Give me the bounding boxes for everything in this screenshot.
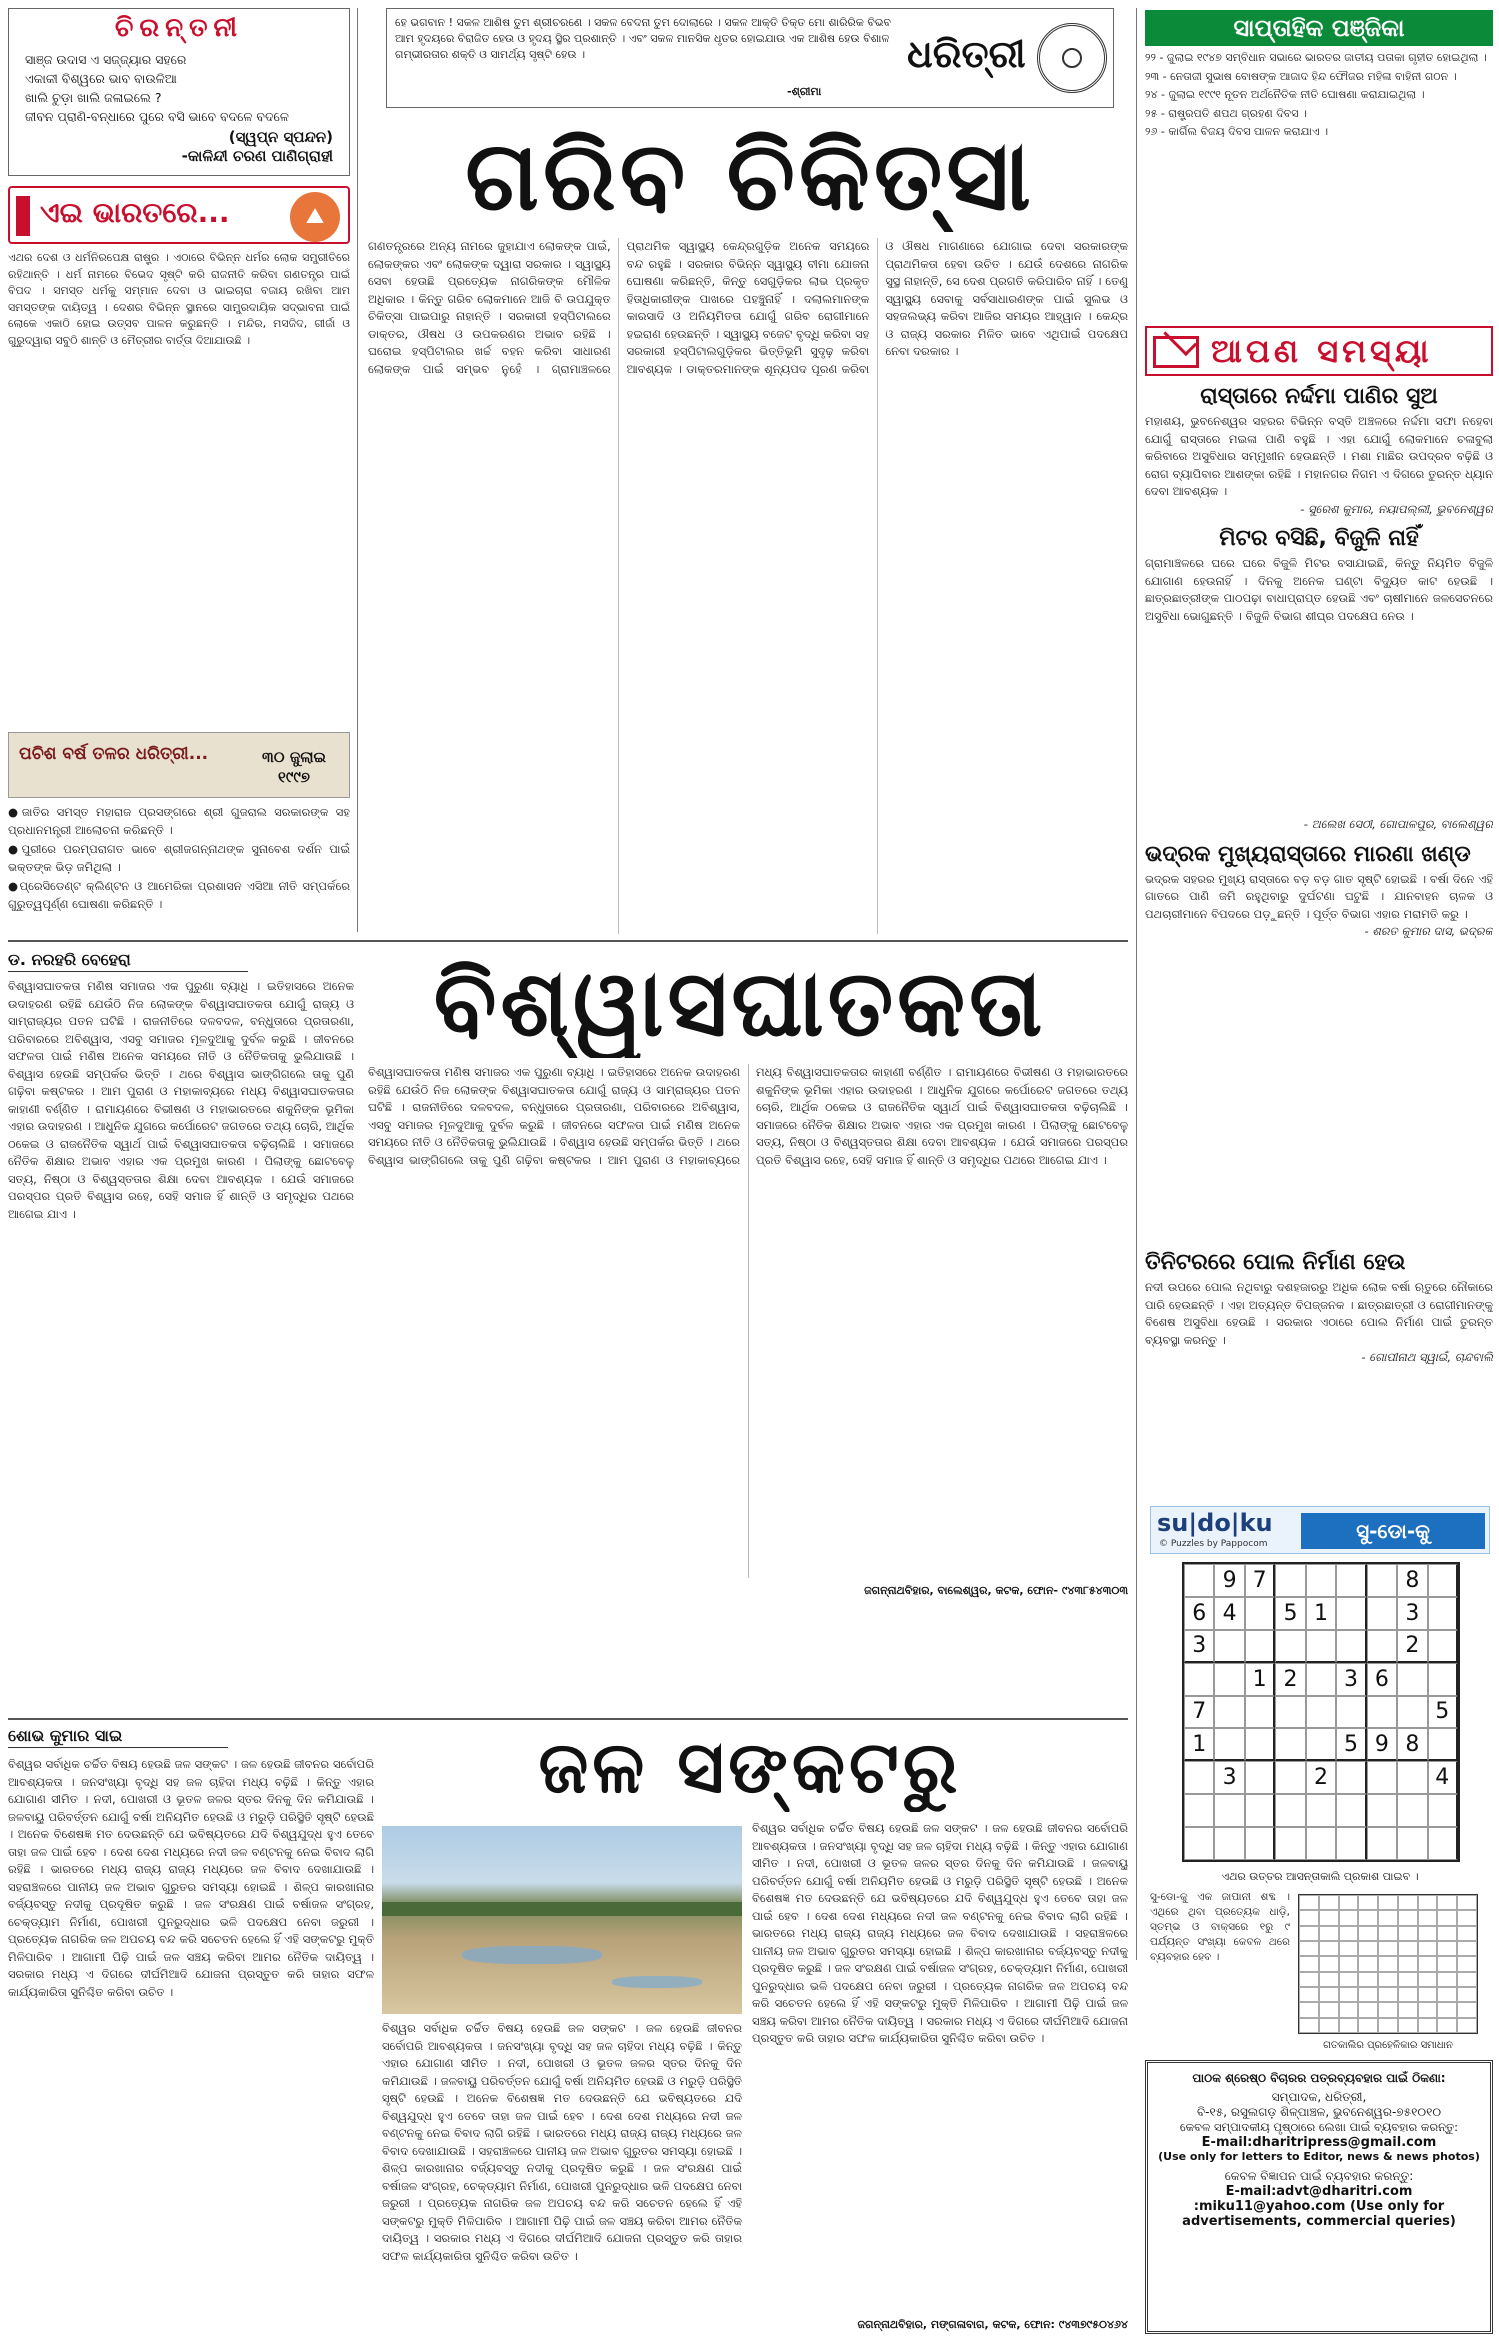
solution-cell bbox=[1319, 1972, 1339, 1987]
solution-cell bbox=[1358, 1910, 1378, 1925]
sudoku-cell bbox=[1275, 1761, 1305, 1794]
masthead-quote-box bbox=[386, 8, 1114, 108]
solution-cell bbox=[1457, 1926, 1477, 1941]
solution-cell bbox=[1358, 1987, 1378, 2002]
solution-cell bbox=[1457, 1910, 1477, 1925]
sudoku-cell bbox=[1428, 1630, 1458, 1663]
sudoku-cell bbox=[1336, 1761, 1366, 1794]
sudoku-cell bbox=[1397, 1663, 1427, 1696]
sudoku-cell bbox=[1275, 1564, 1305, 1597]
apana-samasya-heading: ଆପଣ ସମସ୍ୟା bbox=[1211, 332, 1433, 370]
chirantani-line: ଖାଲି ଚୁଡ଼ା ଖାଲି ଜଳାଇଲେ ? bbox=[25, 90, 162, 105]
solution-cell bbox=[1378, 2002, 1398, 2017]
solution-cell bbox=[1418, 1895, 1438, 1910]
sudoku-grid bbox=[1182, 1562, 1460, 1862]
sudoku-cell bbox=[1367, 1794, 1397, 1827]
sudoku-cell bbox=[1306, 1564, 1336, 1597]
sudoku-cell bbox=[1184, 1663, 1214, 1696]
solution-cell bbox=[1378, 1987, 1398, 2002]
chirantani-source: (ସ୍ୱପ୍ନ ସ୍ପନ୍ଦନ) bbox=[228, 128, 333, 146]
sudoku-note: ଏଥର ଉତ୍ତର ଆସନ୍ତାକାଲି ପ୍ରକାଶ ପାଇବ । bbox=[1221, 1870, 1419, 1883]
sudoku-cell bbox=[1306, 1696, 1336, 1729]
pachisa-barsha-list bbox=[8, 804, 350, 932]
solution-cell bbox=[1339, 2002, 1359, 2017]
bishwasaghataka-body-left: ବିଶ୍ୱାସଘାତକତା ମଣିଷ ସମାଜର ଏକ ପୁରୁଣା ବ୍ୟାଧି । ଇତିହାସରେ ଅନେକ ଉଦାହରଣ ରହିଛି ଯେଉଁଠି ନିଜ ଲୋକଙ୍କ ବିଶ୍ୱାସଘାତକତା ଯୋଗୁଁ ରାଜ୍ୟ ଓ ସାମ୍ରାଜ୍ୟର ପତନ ଘଟିଛି । ରାଜନୀତିରେ ଦଳବଦଳ, ବନ୍ଧୁତାରେ ପ୍ରତାରଣା, ପରିବାରରେ ଅବିଶ୍ୱାସ, ଏସବୁ ସମାଜର ମୂଳଦୁଆକୁ ଦୁର୍ବଳ କରୁଛି । ଜୀବନରେ ସଫଳତା ପାଇଁ ମଣିଷ ଅନେକ ସମୟରେ ନୀତି ଓ ନୈତିକତାକୁ ଭୁଲିଯାଉଛି । ବିଶ୍ୱାସ ହେଉଛି ସମ୍ପର୍କର ଭିତ୍ତି । ଥରେ ବିଶ୍ୱାସ ଭାଙ୍ଗିଗଲେ ତାକୁ ପୁଣି ଗଢ଼ିବା କଷ୍ଟକର । ଆମ ପୁରାଣ ଓ ମହାକାବ୍ୟରେ ମଧ୍ୟ ବିଶ୍ୱାସଘାତକତାର କାହାଣୀ ବର୍ଣ୍ଣିତ । ରାମାୟଣରେ ବିଭୀଷଣ ଓ ମହାଭାରତରେ ଶକୁନିଙ୍କ ଭୂମିକା ଏହାର ଉଦାହରଣ । ଆଧୁନିକ ଯୁଗରେ କର୍ପୋରେଟ ଜଗତରେ ତଥ୍ୟ ଚୋରି, ଆର୍ଥିକ ଠକେଇ ଓ ରାଜନୈତିକ ସ୍ୱାର୍ଥ ପାଇଁ ବିଶ୍ୱାସଘାତକତା ବଢ଼ିଚାଲିଛି । ସମାଜରେ ନୈତିକ ଶିକ୍ଷାର ଅଭାବ ଏହାର ଏକ ପ୍ରମୁଖ କାରଣ । ପିଲାଙ୍କୁ ଛୋଟବେଳୁ ସତ୍ୟ, ନିଷ୍ଠା ଓ ବିଶ୍ୱସ୍ତତାର ଶିକ୍ଷା ଦେବା ଆବଶ୍ୟକ । ଯେଉଁ ସମାଜରେ ପରସ୍ପର ପ୍ରତି ବିଶ୍ୱାସ ରହେ, ସେହି ସମାଜ ହିଁ ଶାନ୍ତି ଓ ସମୃଦ୍ଧିର ପଥରେ ଆଗେଇ ଯାଏ । bbox=[8, 979, 354, 1221]
sudoku-cell bbox=[1214, 1630, 1244, 1663]
sudoku-cell: 3 bbox=[1336, 1663, 1366, 1696]
sudoku-brand: su|do|ku bbox=[1157, 1509, 1273, 1537]
sudoku-cell: 2 bbox=[1306, 1761, 1336, 1794]
sudoku-header bbox=[1150, 1506, 1490, 1554]
sudoku-cell: 1 bbox=[1306, 1597, 1336, 1630]
solution-cell bbox=[1398, 2002, 1418, 2017]
solution-cell bbox=[1319, 2018, 1339, 2033]
sudoku-cell bbox=[1336, 1597, 1366, 1630]
sudoku-cell: 2 bbox=[1275, 1663, 1305, 1696]
solution-cell bbox=[1378, 1895, 1398, 1910]
solution-cell bbox=[1418, 1987, 1438, 2002]
sudoku-cell bbox=[1367, 1630, 1397, 1663]
solution-cell bbox=[1418, 1941, 1438, 1956]
chirantani-line: ସାଞ୍ଜ ଉଦାସ ଏ ସଜ୍ଜ୍ୟାର ସହରେ bbox=[25, 52, 187, 67]
solution-cell bbox=[1457, 1895, 1477, 1910]
sudoku-cell bbox=[1245, 1728, 1275, 1761]
sun-emblem-icon bbox=[1037, 23, 1107, 93]
solution-cell bbox=[1437, 1926, 1457, 1941]
solution-cell bbox=[1418, 1972, 1438, 1987]
solution-cell bbox=[1339, 1895, 1359, 1910]
pachisa-item: ●ଜାତିର ସମସ୍ତ ମହାରାଜ ପ୍ରସଙ୍ଗରେ ଶ୍ରୀ ଗୁଜରାଲ ସରକାରଙ୍କ ସହ ପ୍ରଧାନମନ୍ତ୍ରୀ ଆଲୋଚନା କରିଛନ୍ତି । bbox=[8, 805, 350, 837]
sudoku-cell bbox=[1306, 1794, 1336, 1827]
solution-cell bbox=[1398, 1895, 1418, 1910]
solution-cell bbox=[1437, 2018, 1457, 2033]
saptahika-heading: ସାପ୍ତାହିକ ପଞ୍ଜିକା bbox=[1145, 10, 1493, 46]
letter-title: ତିନିଟରରେ ପୋଲ ନିର୍ମାଣ ହେଉ bbox=[1145, 1250, 1406, 1275]
solution-cell bbox=[1319, 1956, 1339, 1971]
contact-line: (Use only for letters to Editor, news & news photos) bbox=[1158, 2150, 1480, 2163]
letter-1 bbox=[1145, 384, 1493, 814]
solution-cell bbox=[1339, 1987, 1359, 2002]
solution-cell bbox=[1437, 1972, 1457, 1987]
sudoku-cell: 7 bbox=[1245, 1564, 1275, 1597]
letter-sign: - ଶରତ କୁମାର ଦାସ, ଭଦ୍ରକ bbox=[1364, 924, 1493, 938]
sudoku-cell: 9 bbox=[1214, 1564, 1244, 1597]
solution-cell bbox=[1358, 2002, 1378, 2017]
sudoku-cell bbox=[1428, 1663, 1458, 1696]
solution-cell bbox=[1378, 1941, 1398, 1956]
jala-sankata-headline: ଜଳ ସଙ୍କଟରୁ bbox=[538, 1724, 962, 1809]
solution-cell bbox=[1418, 1910, 1438, 1925]
dry-river-photo bbox=[382, 1826, 742, 2014]
masthead-quote-author: -ଶ୍ରୀମା bbox=[787, 85, 822, 98]
sudoku-cell: 8 bbox=[1397, 1564, 1427, 1597]
jala-sankata-body-left: ବିଶ୍ୱର ସର୍ବାଧିକ ଚର୍ଚ୍ଚିତ ବିଷୟ ହେଉଛି ଜଳ ସଙ୍କଟ । ଜଳ ହେଉଛି ଜୀବନର ସର୍ବୋପରି ଆବଶ୍ୟକତା । ଜନସଂଖ୍ୟା ବୃଦ୍ଧି ସହ ଜଳ ଚାହିଦା ମଧ୍ୟ ବଢ଼ିଛି । କିନ୍ତୁ ଏହାର ଯୋଗାଣ ସୀମିତ । ନଦୀ, ପୋଖରୀ ଓ ଭୂତଳ ଜଳର ସ୍ତର ଦିନକୁ ଦିନ କମିଯାଉଛି । ଜଳବାୟୁ ପରିବର୍ତ୍ତନ ଯୋଗୁଁ ବର୍ଷା ଅନିୟମିତ ହେଉଛି ଓ ମରୁଡ଼ି ପରିସ୍ଥିତି ସୃଷ୍ଟି ହେଉଛି । ଅନେକ ବିଶେଷଜ୍ଞ ମତ ଦେଉଛନ୍ତି ଯେ ଭବିଷ୍ୟତରେ ଯଦି ବିଶ୍ୱଯୁଦ୍ଧ ହୁଏ ତେବେ ତାହା ଜଳ ପାଇଁ ହେବ । ଦେଶ ଦେଶ ମଧ୍ୟରେ ନଦୀ ଜଳ ବଣ୍ଟନକୁ ନେଇ ବିବାଦ ଲାଗି ରହିଛି । ଭାରତରେ ମଧ୍ୟ ରାଜ୍ୟ ରାଜ୍ୟ ମଧ୍ୟରେ ଜଳ ବିବାଦ ଦେଖାଯାଉଛି । ସହରାଞ୍ଚଳରେ ପାନୀୟ ଜଳ ଅଭାବ ଗୁରୁତର ସମସ୍ୟା ହୋଇଛି । ଶିଳ୍ପ କାରଖାନାର ବର୍ଜ୍ୟବସ୍ତୁ ନଦୀକୁ ପ୍ରଦୂଷିତ କରୁଛି । ଜଳ ସଂରକ୍ଷଣ ପାଇଁ ବର୍ଷାଜଳ ସଂଗ୍ରହ, ଚେକ୍‌ଡ୍ୟାମ ନିର୍ମାଣ, ପୋଖରୀ ପୁନରୁଦ୍ଧାର ଭଳି ପଦକ୍ଷେପ ନେବା ଜରୁରୀ । ପ୍ରତ୍ୟେକ ନାଗରିକ ଜଳ ଅପଚୟ ବନ୍ଦ କରି ସଚେତନ ହେଲେ ହିଁ ଏହି ସଙ୍କଟରୁ ମୁକ୍ତି ମିଳିପାରିବ । ଆଗାମୀ ପିଢ଼ି ପାଇଁ ଜଳ ସଞ୍ଚୟ କରିବା ଆମର ନୈତିକ ଦାୟିତ୍ୱ । ସରକାର ମଧ୍ୟ ଏ ଦିଗରେ ଦୀର୍ଘମିଆଦି ଯୋଜନା ପ୍ରସ୍ତୁତ କରି ତାହାର ସଫଳ କାର୍ଯ୍ୟକାରିତା ସୁନିଶ୍ଚିତ କରିବା ଉଚିତ । bbox=[8, 1757, 374, 1999]
solution-cell bbox=[1398, 1941, 1418, 1956]
sudoku-cell bbox=[1306, 1728, 1336, 1761]
ei-bharatare-heading: ଏଇ ଭାରତରେ... bbox=[40, 196, 230, 229]
solution-cell bbox=[1418, 1926, 1438, 1941]
solution-cell bbox=[1398, 1972, 1418, 1987]
solution-cell bbox=[1398, 2018, 1418, 2033]
pachisa-barsha-heading: ପଚିଶ ବର୍ଷ ତଳର ଧରିତ୍ରୀ... bbox=[19, 744, 209, 764]
solution-cell bbox=[1398, 1956, 1418, 1971]
sudoku-cell bbox=[1275, 1696, 1305, 1729]
sudoku-cell bbox=[1184, 1761, 1214, 1794]
sudoku-cell bbox=[1214, 1663, 1244, 1696]
sudoku-cell bbox=[1275, 1827, 1305, 1860]
sudoku-cell: 3 bbox=[1214, 1761, 1244, 1794]
sudoku-cell: 4 bbox=[1428, 1761, 1458, 1794]
sudoku-cell bbox=[1367, 1761, 1397, 1794]
sudoku-cell bbox=[1245, 1761, 1275, 1794]
sudoku-cell: 3 bbox=[1397, 1597, 1427, 1630]
solution-cell bbox=[1457, 1941, 1477, 1956]
sudoku-cell bbox=[1428, 1794, 1458, 1827]
pachisa-item: ●ପ୍ରେସିଡେଣ୍ଟ କ୍ଲିଣ୍ଟନ ଓ ଆମେରିକା ପ୍ରଶାସନ ଏସିଆ ନୀତି ସମ୍ପର୍କରେ ଗୁରୁତ୍ୱପୂର୍ଣ୍ଣ ଘୋଷଣା କରିଛନ୍ତି । bbox=[8, 879, 350, 911]
saptahika-item: ୨୪ - ଜୁଲାଇ ୧୯୯୧ ନୂତନ ଅର୍ଥନୈତିକ ନୀତି ଘୋଷଣା କରାଯାଇଥିଲା । bbox=[1145, 88, 1425, 101]
sudoku-cell: 9 bbox=[1367, 1728, 1397, 1761]
letter-4 bbox=[1145, 1250, 1493, 1490]
sudoku-cell: 1 bbox=[1184, 1728, 1214, 1761]
previous-solution-grid bbox=[1298, 1894, 1478, 2034]
solution-cell bbox=[1358, 1956, 1378, 1971]
contact-email[interactable]: E-mail:dharitripress@gmail.com bbox=[1201, 2135, 1437, 2150]
bishwasaghataka-body-right: ବିଶ୍ୱାସଘାତକତା ମଣିଷ ସମାଜର ଏକ ପୁରୁଣା ବ୍ୟାଧି । ଇତିହାସରେ ଅନେକ ଉଦାହରଣ ରହିଛି ଯେଉଁଠି ନିଜ ଲୋକଙ୍କ ବିଶ୍ୱାସଘାତକତା ଯୋଗୁଁ ରାଜ୍ୟ ଓ ସାମ୍ରାଜ୍ୟର ପତନ ଘଟିଛି । ରାଜନୀତିରେ ଦଳବଦଳ, ବନ୍ଧୁତାରେ ପ୍ରତାରଣା, ପରିବାରରେ ଅବିଶ୍ୱାସ, ଏସବୁ ସମାଜର ମୂଳଦୁଆକୁ ଦୁର୍ବଳ କରୁଛି । ଜୀବନରେ ସଫଳତା ପାଇଁ ମଣିଷ ଅନେକ ସମୟରେ ନୀତି ଓ ନୈତିକତାକୁ ଭୁଲିଯାଉଛି । ବିଶ୍ୱାସ ହେଉଛି ସମ୍ପର୍କର ଭିତ୍ତି । ଥରେ ବିଶ୍ୱାସ ଭାଙ୍ଗିଗଲେ ତାକୁ ପୁଣି ଗଢ଼ିବା କଷ୍ଟକର । ଆମ ପୁରାଣ ଓ ମହାକାବ୍ୟରେ ମଧ୍ୟ ବିଶ୍ୱାସଘାତକତାର କାହାଣୀ ବର୍ଣ୍ଣିତ । ରାମାୟଣରେ ବିଭୀଷଣ ଓ ମହାଭାରତରେ ଶକୁନିଙ୍କ ଭୂମିକା ଏହାର ଉଦାହରଣ । ଆଧୁନିକ ଯୁଗରେ କର୍ପୋରେଟ ଜଗତରେ ତଥ୍ୟ ଚୋରି, ଆର୍ଥିକ ଠକେଇ ଓ ରାଜନୈତିକ ସ୍ୱାର୍ଥ ପାଇଁ ବିଶ୍ୱାସଘାତକତା ବଢ଼ିଚାଲିଛି । ସମାଜରେ ନୈତିକ ଶିକ୍ଷାର ଅଭାବ ଏହାର ଏକ ପ୍ରମୁଖ କାରଣ । ପିଲାଙ୍କୁ ଛୋଟବେଳୁ ସତ୍ୟ, ନିଷ୍ଠା ଓ ବିଶ୍ୱସ୍ତତାର ଶିକ୍ଷା ଦେବା ଆବଶ୍ୟକ । ଯେଉଁ ସମାଜରେ ପରସ୍ପର ପ୍ରତି ବିଶ୍ୱାସ ରହେ, ସେହି ସମାଜ ହିଁ ଶାନ୍ତି ଓ ସମୃଦ୍ଧିର ପଥରେ ଆଗେଇ ଯାଏ । bbox=[368, 1065, 1128, 1167]
sudoku-provider: © Puzzles by Pappocom bbox=[1159, 1539, 1268, 1549]
previous-solution-label: ଗତକାଲିର ପ୍ରହେଳିକାର ସମାଧାନ bbox=[1323, 2040, 1453, 2051]
lead-headline: ଗରିବ ଚିକିତ୍ସା bbox=[465, 120, 1035, 232]
pachisa-barsha-date: ୩୦ ଜୁଲାଇ ୧୯୯୭ bbox=[261, 748, 327, 786]
sudoku-cell bbox=[1336, 1794, 1366, 1827]
solution-cell bbox=[1339, 1926, 1359, 1941]
sudoku-cell bbox=[1245, 1597, 1275, 1630]
sudoku-cell bbox=[1367, 1696, 1397, 1729]
contact-line: କେବଳ ସମ୍ପାଦକୀୟ ପୃଷ୍ଠାରେ ଲେଖା ପାଇଁ ବ୍ୟବହାର କରନ୍ତୁ: bbox=[1179, 2120, 1459, 2134]
saptahika-item: ୨୩ - ନେତାଜୀ ସୁଭାଷ ବୋଷଙ୍କ ଆଜାଦ ହିନ୍ଦ ଫୌଜର ମହିଳା ବାହିନୀ ଗଠନ । bbox=[1145, 69, 1457, 83]
contact-line: କେବଳ ବିଜ୍ଞାପନ ପାଇଁ ବ୍ୟବହାର କରନ୍ତୁ: bbox=[1224, 2169, 1414, 2183]
sudoku-cell: 4 bbox=[1214, 1597, 1244, 1630]
solution-cell bbox=[1398, 1910, 1418, 1925]
solution-cell bbox=[1339, 2018, 1359, 2033]
solution-cell bbox=[1299, 1910, 1319, 1925]
chirantani-line: ଏକାକୀ ବିଶ୍ୱରେ ଭାବ ବାଉଳିଆ bbox=[25, 71, 177, 86]
sudoku-cell bbox=[1245, 1630, 1275, 1663]
solution-cell bbox=[1457, 2002, 1477, 2017]
letter-title: ଭଦ୍ରକ ମୁଖ୍ୟରାସ୍ତାରେ ମାରଣା ଖଣ୍ଡ bbox=[1145, 841, 1471, 867]
sudoku-cell bbox=[1336, 1696, 1366, 1729]
contact-email[interactable]: :miku11@yahoo.com (Use only for advertisements, commercial queries) bbox=[1182, 2199, 1456, 2229]
solution-cell bbox=[1339, 1941, 1359, 1956]
sudoku-cell: 6 bbox=[1367, 1663, 1397, 1696]
solution-cell bbox=[1319, 1895, 1339, 1910]
masthead-quote: ହେ ଭଗବାନ ! ସକଳ ଆଶିଷ ତୁମ ଶ୍ରୀଚରଣେ । ସକଳ ବେଦନା ତୁମ ଦୋଲାରେ । ସକଳ ଆକ୍ତି ତିକ୍ତ ମୋ ଶାରିରିକ ବିଭବ ଆମ ହୃଦୟରେ ବିରାଜିତ ହେଉ ଓ ହୃଦୟ ସ୍ଥିର ପ୍ରଶାନ୍ତି । ଏବଂ ସକଳ ମାନସିକ ଧୃତର ହୋଇଯାଉ ଏକ ଆଶିଷ ହେଉ ବିଶାଳ ଗମ୍ଭୀରତାର ଶକ୍ତି ଓ ସାମର୍ଥ୍ୟ ସୃଷ୍ଟି ହେଉ । bbox=[395, 16, 892, 61]
jala-sankata-footer: ଜଗନ୍ନାଥବିହାର, ମଙ୍ଗଳାବାଗ, କଟକ, ଫୋନ: ୯୪୩୭୯୫୦୪୬୪ bbox=[857, 2318, 1128, 2331]
sudoku-cell bbox=[1336, 1630, 1366, 1663]
chirantani-heading: ଚିରନ୍ତନୀ bbox=[114, 13, 244, 43]
letter-sign: - ସୁରେଶ କୁମାର, ନୟାପଲ୍ଲୀ, ଭୁବନେଶ୍ୱର bbox=[1300, 501, 1493, 516]
sudoku-cell bbox=[1397, 1761, 1427, 1794]
jala-sankata-body-middle: ବିଶ୍ୱର ସର୍ବାଧିକ ଚର୍ଚ୍ଚିତ ବିଷୟ ହେଉଛି ଜଳ ସଙ୍କଟ । ଜଳ ହେଉଛି ଜୀବନର ସର୍ବୋପରି ଆବଶ୍ୟକତା । ଜନସଂଖ୍ୟା ବୃଦ୍ଧି ସହ ଜଳ ଚାହିଦା ମଧ୍ୟ ବଢ଼ିଛି । କିନ୍ତୁ ଏହାର ଯୋଗାଣ ସୀମିତ । ନଦୀ, ପୋଖରୀ ଓ ଭୂତଳ ଜଳର ସ୍ତର ଦିନକୁ ଦିନ କମିଯାଉଛି । ଜଳବାୟୁ ପରିବର୍ତ୍ତନ ଯୋଗୁଁ ବର୍ଷା ଅନିୟମିତ ହେଉଛି ଓ ମରୁଡ଼ି ପରିସ୍ଥିତି ସୃଷ୍ଟି ହେଉଛି । ଅନେକ ବିଶେଷଜ୍ଞ ମତ ଦେଉଛନ୍ତି ଯେ ଭବିଷ୍ୟତରେ ଯଦି ବିଶ୍ୱଯୁଦ୍ଧ ହୁଏ ତେବେ ତାହା ଜଳ ପାଇଁ ହେବ । ଦେଶ ଦେଶ ମଧ୍ୟରେ ନଦୀ ଜଳ ବଣ୍ଟନକୁ ନେଇ ବିବାଦ ଲାଗି ରହିଛି । ଭାରତରେ ମଧ୍ୟ ରାଜ୍ୟ ରାଜ୍ୟ ମଧ୍ୟରେ ଜଳ ବିବାଦ ଦେଖାଯାଉଛି । ସହରାଞ୍ଚଳରେ ପାନୀୟ ଜଳ ଅଭାବ ଗୁରୁତର ସମସ୍ୟା ହୋଇଛି । ଶିଳ୍ପ କାରଖାନାର ବର୍ଜ୍ୟବସ୍ତୁ ନଦୀକୁ ପ୍ରଦୂଷିତ କରୁଛି । ଜଳ ସଂରକ୍ଷଣ ପାଇଁ ବର୍ଷାଜଳ ସଂଗ୍ରହ, ଚେକ୍‌ଡ୍ୟାମ ନିର୍ମାଣ, ପୋଖରୀ ପୁନରୁଦ୍ଧାର ଭଳି ପଦକ୍ଷେପ ନେବା ଜରୁରୀ । ପ୍ରତ୍ୟେକ ନାଗରିକ ଜଳ ଅପଚୟ ବନ୍ଦ କରି ସଚେତନ ହେଲେ ହିଁ ଏହି ସଙ୍କଟରୁ ମୁକ୍ତି ମିଳିପାରିବ । ଆଗାମୀ ପିଢ଼ି ପାଇଁ ଜଳ ସଞ୍ଚୟ କରିବା ଆମର ନୈତିକ ଦାୟିତ୍ୱ । ସରକାର ମଧ୍ୟ ଏ ଦିଗରେ ଦୀର୍ଘମିଆଦି ଯୋଜନା ପ୍ରସ୍ତୁତ କରି ତାହାର ସଫଳ କାର୍ଯ୍ୟକାରିତା ସୁନିଶ୍ଚିତ କରିବା ଉଚିତ । bbox=[382, 2021, 742, 2263]
bharat-map-icon bbox=[16, 196, 30, 236]
apana-samasya-banner bbox=[1145, 326, 1493, 376]
jala-sankata-body-right: ବିଶ୍ୱର ସର୍ବାଧିକ ଚର୍ଚ୍ଚିତ ବିଷୟ ହେଉଛି ଜଳ ସଙ୍କଟ । ଜଳ ହେଉଛି ଜୀବନର ସର୍ବୋପରି ଆବଶ୍ୟକତା । ଜନସଂଖ୍ୟା ବୃଦ୍ଧି ସହ ଜଳ ଚାହିଦା ମଧ୍ୟ ବଢ଼ିଛି । କିନ୍ତୁ ଏହାର ଯୋଗାଣ ସୀମିତ । ନଦୀ, ପୋଖରୀ ଓ ଭୂତଳ ଜଳର ସ୍ତର ଦିନକୁ ଦିନ କମିଯାଉଛି । ଜଳବାୟୁ ପରିବର୍ତ୍ତନ ଯୋଗୁଁ ବର୍ଷା ଅନିୟମିତ ହେଉଛି ଓ ମରୁଡ଼ି ପରିସ୍ଥିତି ସୃଷ୍ଟି ହେଉଛି । ଅନେକ ବିଶେଷଜ୍ଞ ମତ ଦେଉଛନ୍ତି ଯେ ଭବିଷ୍ୟତରେ ଯଦି ବିଶ୍ୱଯୁଦ୍ଧ ହୁଏ ତେବେ ତାହା ଜଳ ପାଇଁ ହେବ । ଦେଶ ଦେଶ ମଧ୍ୟରେ ନଦୀ ଜଳ ବଣ୍ଟନକୁ ନେଇ ବିବାଦ ଲାଗି ରହିଛି । ଭାରତରେ ମଧ୍ୟ ରାଜ୍ୟ ରାଜ୍ୟ ମଧ୍ୟରେ ଜଳ ବିବାଦ ଦେଖାଯାଉଛି । ସହରାଞ୍ଚଳରେ ପାନୀୟ ଜଳ ଅଭାବ ଗୁରୁତର ସମସ୍ୟା ହୋଇଛି । ଶିଳ୍ପ କାରଖାନାର ବର୍ଜ୍ୟବସ୍ତୁ ନଦୀକୁ ପ୍ରଦୂଷିତ କରୁଛି । ଜଳ ସଂରକ୍ଷଣ ପାଇଁ ବର୍ଷାଜଳ ସଂଗ୍ରହ, ଚେକ୍‌ଡ୍ୟାମ ନିର୍ମାଣ, ପୋଖରୀ ପୁନରୁଦ୍ଧାର ଭଳି ପଦକ୍ଷେପ ନେବା ଜରୁରୀ । ପ୍ରତ୍ୟେକ ନାଗରିକ ଜଳ ଅପଚୟ ବନ୍ଦ କରି ସଚେତନ ହେଲେ ହିଁ ଏହି ସଙ୍କଟରୁ ମୁକ୍ତି ମିଳିପାରିବ । ଆଗାମୀ ପିଢ଼ି ପାଇଁ ଜଳ ସଞ୍ଚୟ କରିବା ଆମର ନୈତିକ ଦାୟିତ୍ୱ । ସରକାର ମଧ୍ୟ ଏ ଦିଗରେ ଦୀର୍ଘମିଆଦି ଯୋଜନା ପ୍ରସ୍ତୁତ କରି ତାହାର ସଫଳ କାର୍ଯ୍ୟକାରିତା ସୁନିଶ୍ଚିତ କରିବା ଉଚିତ । bbox=[752, 1821, 1128, 2045]
sudoku-cell bbox=[1184, 1794, 1214, 1827]
solution-cell bbox=[1319, 2002, 1339, 2017]
chirantani-line: ଜୀବନ ପ୍ରାଣି-ବନ୍ଧାରେ ପୁରେ ବସି ଭାବେ ବଦଳେ ବଦଳେ bbox=[25, 109, 289, 124]
solution-cell bbox=[1299, 1956, 1319, 1971]
sudoku-cell bbox=[1428, 1827, 1458, 1860]
bishwasaghataka-footer: ଜଗନ୍ନାଥବିହାର, ବାଲେଶ୍ୱର, କଟକ, ଫୋନ- ୯୪୩୮୫୪୩୦୩ bbox=[864, 1584, 1128, 1597]
lead-article-body: ଗଣତନ୍ତ୍ରରେ ଅନ୍ୟ ନାମରେ ଜୁହାଯାଏ ଲୋକଙ୍କ ପାଇଁ, ଲୋକଙ୍କର ଏବଂ ଲୋକଙ୍କ ଦ୍ୱାରା ସରକାର । ସ୍ୱାସ୍ଥ୍ୟ ସେବା ହେଉଛି ପ୍ରତ୍ୟେକ ନାଗରିକଙ୍କ ମୌଳିକ ଅଧିକାର । କିନ୍ତୁ ଗରିବ ଲୋକମାନେ ଆଜି ବି ଉପଯୁକ୍ତ ଚିକିତ୍ସା ପାଇପାରୁ ନାହାନ୍ତି । ସରକାରୀ ହସ୍ପିଟାଲରେ ଡାକ୍ତର, ଔଷଧ ଓ ଉପକରଣର ଅଭାବ ରହିଛି । ଘରୋଇ ହସ୍ପିଟାଲର ଖର୍ଚ୍ଚ ବହନ କରିବା ସାଧାରଣ ଲୋକଙ୍କ ପାଇଁ ସମ୍ଭବ ନୁହେଁ । ଗ୍ରାମାଞ୍ଚଳରେ ପ୍ରାଥମିକ ସ୍ୱାସ୍ଥ୍ୟ କେନ୍ଦ୍ରଗୁଡ଼ିକ ଅନେକ ସମୟରେ ବନ୍ଦ ରହୁଛି । ସରକାର ବିଭିନ୍ନ ସ୍ୱାସ୍ଥ୍ୟ ବୀମା ଯୋଜନା ଘୋଷଣା କରିଛନ୍ତି, କିନ୍ତୁ ସେଗୁଡ଼ିକର ଲାଭ ପ୍ରକୃତ ହିତାଧିକାରୀଙ୍କ ପାଖରେ ପହଞ୍ଚୁନାହିଁ । ଦଲାଲମାନଙ୍କ କାରସାଦି ଓ ଅନିୟମିତତା ଯୋଗୁଁ ଗରିବ ରୋଗୀମାନେ ହଇରାଣ ହେଉଛନ୍ତି । ସ୍ୱାସ୍ଥ୍ୟ ବଜେଟ ବୃଦ୍ଧି କରିବା ସହ ସରକାରୀ ହସ୍ପିଟାଲଗୁଡ଼ିକର ଭିତ୍ତିଭୂମି ସୁଦୃଢ଼ କରିବା ଆବଶ୍ୟକ । ଡାକ୍ତରମାନଙ୍କ ଶୂନ୍ୟପଦ ପୂରଣ କରିବା ଓ ଔଷଧ ମାଗଣାରେ ଯୋଗାଇ ଦେବା ସରକାରଙ୍କ ପ୍ରାଥମିକତା ହେବା ଉଚିତ । ଯେଉଁ ଦେଶରେ ନାଗରିକ ସୁସ୍ଥ ନାହାନ୍ତି, ସେ ଦେଶ ପ୍ରଗତି କରିପାରିବ ନାହିଁ । ତେଣୁ ସ୍ୱାସ୍ଥ୍ୟ ସେବାକୁ ସର୍ବସାଧାରଣଙ୍କ ପାଇଁ ସୁଲଭ ଓ ସହଜଲଭ୍ୟ କରିବା ଆଜିର ସମୟର ଆହ୍ୱାନ । କେନ୍ଦ୍ର ଓ ରାଜ୍ୟ ସରକାର ମିଳିତ ଭାବେ ଏଥିପାଇଁ ପଦକ୍ଷେପ ନେବା ଦରକାର । bbox=[368, 239, 1128, 376]
solution-cell bbox=[1339, 1972, 1359, 1987]
saptahika-item: ୨୫ - ରାଷ୍ଟ୍ରପତି ଶପଥ ଗ୍ରହଣ ଦିବସ । bbox=[1145, 106, 1307, 120]
solution-cell bbox=[1339, 1956, 1359, 1971]
solution-cell bbox=[1339, 1910, 1359, 1925]
sudoku-cell bbox=[1367, 1827, 1397, 1860]
saptahika-item: ୨୬ - କାର୍ଗିଲ ବିଜୟ ଦିବସ ପାଳନ କରାଯାଏ । bbox=[1145, 125, 1329, 138]
solution-cell bbox=[1299, 1941, 1319, 1956]
chirantani-author: -କାଳିନ୍ଦୀ ଚରଣ ପାଣିଗ୍ରାହୀ bbox=[181, 147, 333, 165]
pachisa-item: ●ପୁରୀରେ ପରମ୍ପରାଗତ ଭାବେ ଶ୍ରୀଜଗନ୍ନାଥଙ୍କ ସୁନାବେଶ ଦର୍ଶନ ପାଇଁ ଭକ୍ତଙ୍କ ଭିଡ଼ ଜମିଥିଲା । bbox=[8, 842, 350, 874]
sudoku-cell: 2 bbox=[1397, 1630, 1427, 1663]
letter-title: ରାସ୍ତାରେ ନର୍ଦ୍ଦମା ପାଣିର ସୁଅ bbox=[1200, 384, 1438, 409]
letter-body: ମହାଶୟ, ଭୁବନେଶ୍ୱର ସହରର ବିଭିନ୍ନ ବସ୍ତି ଅଞ୍ଚଳରେ ନର୍ଦ୍ଦମା ସଫା ନହେବା ଯୋଗୁଁ ରାସ୍ତାରେ ମଇଳା ପାଣି ବହୁଛି । ଏହା ଯୋଗୁଁ ଲୋକମାନେ ଚଳାବୁଲା କରିବାରେ ଅସୁବିଧାର ସମ୍ମୁଖୀନ ହେଉଛନ୍ତି । ମଶା ମାଛିର ଉପଦ୍ରବ ବଢ଼ିଛି ଓ ରୋଗ ବ୍ୟାପିବାର ଆଶଙ୍କା ରହିଛି । ମହାନଗର ନିଗମ ଏ ଦିଗରେ ତୁରନ୍ତ ଧ୍ୟାନ ଦେବା ଆବଶ୍ୟକ । bbox=[1145, 414, 1493, 498]
solution-cell bbox=[1378, 2018, 1398, 2033]
solution-cell bbox=[1437, 2002, 1457, 2017]
sudoku-cell: 1 bbox=[1245, 1663, 1275, 1696]
sudoku-cell bbox=[1245, 1696, 1275, 1729]
solution-cell bbox=[1299, 2002, 1319, 2017]
letter-body: ଗ୍ରାମାଞ୍ଚଳରେ ଘରେ ଘରେ ବିଜୁଳି ମିଟର ବସାଯାଇଛି, କିନ୍ତୁ ନିୟମିତ ବିଜୁଳି ଯୋଗାଣ ହେଉନାହିଁ । ଦିନକୁ ଅନେକ ଘଣ୍ଟା ବିଦ୍ୟୁତ କାଟ ହେଉଛି । ଛାତ୍ରଛାତ୍ରୀଙ୍କ ପାଠପଢ଼ା ବାଧାପ୍ରାପ୍ତ ହେଉଛି ଏବଂ ଚାଷୀମାନେ ଜଳସେଚନରେ ଅସୁବିଧା ଭୋଗୁଛନ୍ତି । ବିଜୁଳି ବିଭାଗ ଶୀଘ୍ର ପଦକ୍ଷେପ ନେଉ । bbox=[1145, 556, 1493, 623]
solution-cell bbox=[1299, 1972, 1319, 1987]
letter-body: ଭଦ୍ରକ ସହରର ମୁଖ୍ୟ ରାସ୍ତାରେ ବଡ଼ ବଡ଼ ଗାତ ସୃଷ୍ଟି ହୋଇଛି । ବର୍ଷା ଦିନେ ଏହି ଗାତରେ ପାଣି ଜମି ରହୁଥିବାରୁ ଦୁର୍ଘଟଣା ଘଟୁଛି । ଯାନବାହନ ଚାଳକ ଓ ପଥଚାରୀମାନେ ବିପଦରେ ପଡ଼ୁଛନ୍ତି । ପୂର୍ତ୍ତ ବିଭାଗ ଏହାର ମରାମତି କରୁ । bbox=[1145, 871, 1493, 921]
sudoku-cell bbox=[1245, 1827, 1275, 1860]
sudoku-cell bbox=[1245, 1794, 1275, 1827]
solution-cell bbox=[1437, 1956, 1457, 1971]
sudoku-cell bbox=[1214, 1827, 1244, 1860]
sudoku-cell bbox=[1214, 1794, 1244, 1827]
solution-cell bbox=[1378, 1926, 1398, 1941]
sudoku-cell bbox=[1214, 1696, 1244, 1729]
solution-cell bbox=[1358, 1941, 1378, 1956]
sudoku-cell bbox=[1428, 1564, 1458, 1597]
sudoku-cell: 3 bbox=[1184, 1630, 1214, 1663]
sudoku-cell bbox=[1275, 1630, 1305, 1663]
sudoku-cell bbox=[1336, 1564, 1366, 1597]
solution-cell bbox=[1418, 2018, 1438, 2033]
sudoku-cell bbox=[1336, 1827, 1366, 1860]
solution-cell bbox=[1299, 2018, 1319, 2033]
sudoku-cell: 8 bbox=[1397, 1728, 1427, 1761]
sudoku-cell: 6 bbox=[1184, 1597, 1214, 1630]
solution-cell bbox=[1299, 1895, 1319, 1910]
sudoku-cell: 5 bbox=[1428, 1696, 1458, 1729]
letter-title: ମିଟର ବସିଛି, ବିଜୁଳି ନାହିଁ bbox=[1219, 526, 1419, 551]
sudoku-cell bbox=[1275, 1794, 1305, 1827]
letter-sign: - ଗୋପୀନାଥ ସ୍ୱାଇଁ, ଚାନ୍ଦବାଲି bbox=[1361, 1350, 1493, 1364]
jala-sankata-author: ଶୋଭ କୁମାର ସାଇ bbox=[8, 1726, 228, 1748]
solution-cell bbox=[1437, 1941, 1457, 1956]
solution-cell bbox=[1418, 1956, 1438, 1971]
sudoku-cell: 5 bbox=[1336, 1728, 1366, 1761]
contact-line: ସମ୍ପାଦକ, ଧରିତ୍ରୀ, bbox=[1271, 2090, 1367, 2104]
solution-cell bbox=[1299, 1987, 1319, 2002]
sudoku-cell bbox=[1367, 1564, 1397, 1597]
solution-cell bbox=[1457, 2018, 1477, 2033]
solution-cell bbox=[1457, 1972, 1477, 1987]
sudoku-cell bbox=[1428, 1597, 1458, 1630]
letter-sign: - ଅଲେଖ ସେଠୀ, ଗୋପାଳପୁର, ବାଲେଶ୍ୱର bbox=[1303, 817, 1493, 831]
contact-heading: ପାଠକ ଶ୍ରେଷ୍ଠ ବିଚାରର ପତ୍ରବ୍ୟବହାର ପାଇଁ ଠିକଣା: bbox=[1192, 2071, 1446, 2085]
sudoku-cell bbox=[1275, 1728, 1305, 1761]
contact-email[interactable]: E-mail:advt@dharitri.com bbox=[1225, 2184, 1413, 2199]
sudoku-cell bbox=[1214, 1728, 1244, 1761]
solution-cell bbox=[1437, 1910, 1457, 1925]
sudoku-cell: 5 bbox=[1275, 1597, 1305, 1630]
solution-cell bbox=[1437, 1987, 1457, 2002]
solution-cell bbox=[1319, 1941, 1339, 1956]
solution-cell bbox=[1378, 1910, 1398, 1925]
solution-cell bbox=[1358, 1926, 1378, 1941]
solution-cell bbox=[1378, 1956, 1398, 1971]
sudoku-cell: 7 bbox=[1184, 1696, 1214, 1729]
letter-2-continued bbox=[1145, 816, 1493, 1086]
sudoku-cell bbox=[1306, 1827, 1336, 1860]
sudoku-rules: ସୁ-ଡୋ-କୁ ଏକ ଜାପାନୀ ଶବ୍ଦ । ଏଥିରେ ଥିବା ପ୍ରତ୍ୟେକ ଧାଡ଼ି, ସ୍ତମ୍ଭ ଓ ବାକ୍ସରେ ୧ରୁ ୯ ପର୍ଯ୍ୟନ୍ତ ସଂଖ୍ୟା କେବଳ ଥରେ ବ୍ୟବହାର ହେବ । bbox=[1150, 1891, 1290, 1963]
sudoku-cell bbox=[1397, 1827, 1427, 1860]
contact-line: ବି-୧୫, ରସୁଲଗଡ଼ ଶିଳ୍ପାଞ୍ଚଳ, ଭୁବନେଶ୍ୱର-୭୫୧୦୧୦ bbox=[1196, 2105, 1442, 2119]
bishwasaghataka-headline: ବିଶ୍ୱାସଘାତକତା bbox=[433, 949, 1047, 1057]
sudoku-cell bbox=[1367, 1597, 1397, 1630]
india-map-icon: ⛰ bbox=[290, 192, 340, 242]
solution-cell bbox=[1398, 1926, 1418, 1941]
solution-cell bbox=[1299, 1926, 1319, 1941]
solution-cell bbox=[1358, 1972, 1378, 1987]
solution-cell bbox=[1319, 1910, 1339, 1925]
solution-cell bbox=[1398, 1987, 1418, 2002]
solution-cell bbox=[1358, 1895, 1378, 1910]
sudoku-title: ସୁ-ଡୋ-କୁ bbox=[1301, 1513, 1485, 1549]
letter-body: ନଦୀ ଉପରେ ପୋଲ ନଥିବାରୁ ଦଶହଜାରରୁ ଅଧିକ ଲୋକ ବର୍ଷା ଋତୁରେ ନୌକାରେ ପାରି ହେଉଛନ୍ତି । ଏହା ଅତ୍ୟନ୍ତ ବିପଜ୍ଜନକ । ଛାତ୍ରଛାତ୍ରୀ ଓ ରୋଗୀମାନଙ୍କୁ ବିଶେଷ ଅସୁବିଧା ହେଉଛି । ସରକାର ଏଠାରେ ପୋଲ ନିର୍ମାଣ ପାଇଁ ତୁରନ୍ତ ବ୍ୟବସ୍ଥା କରନ୍ତୁ । bbox=[1145, 1280, 1493, 1347]
solution-cell bbox=[1378, 1972, 1398, 1987]
sudoku-cell bbox=[1428, 1728, 1458, 1761]
sudoku-cell bbox=[1306, 1630, 1336, 1663]
solution-cell bbox=[1358, 2018, 1378, 2033]
solution-cell bbox=[1437, 1895, 1457, 1910]
chirantani-box bbox=[8, 8, 350, 176]
pachisa-barsha-banner bbox=[8, 732, 350, 798]
sudoku-cell bbox=[1306, 1663, 1336, 1696]
bishwasaghataka-author: ଡ. ନରହରି ବେହେରା bbox=[8, 950, 248, 972]
masthead-title: ଧରିତ୍ରୀ bbox=[907, 31, 1026, 76]
sudoku-cell bbox=[1397, 1794, 1427, 1827]
ei-bharatare-body: ଏଥର ଦେଶ ଓ ଧର୍ମନିରପେକ୍ଷ ରାଷ୍ଟ୍ର । ଏଠାରେ ବିଭିନ୍ନ ଧର୍ମର ଲୋକ ସମ୍ପ୍ରୀତିରେ ରହିଥାନ୍ତି । ଧର୍ମ ନାମରେ ବିଭେଦ ସୃଷ୍ଟି କରି ରାଜନୀତି କରିବା ଗଣତନ୍ତ୍ର ପାଇଁ ବିପଦ । ସମସ୍ତ ଧର୍ମକୁ ସମ୍ମାନ ଦେବା ଓ ଭାଇଚାରା ବଜାୟ ରଖିବା ଆମ ସମସ୍ତଙ୍କ ଦାୟିତ୍ୱ । ଦେଶର ବିଭିନ୍ନ ସ୍ଥାନରେ ସାମ୍ପ୍ରଦାୟିକ ସଦ୍ଭାବନା ପାଇଁ ଲୋକେ ଏକାଠି ହୋଇ ଉତ୍ସବ ପାଳନ କରୁଛନ୍ତି । ମନ୍ଦିର, ମସଜିଦ, ଗୀର୍ଜା ଓ ଗୁରୁଦ୍ୱାରା ସବୁଠି ଶାନ୍ତି ଓ ମୈତ୍ରୀର ବାର୍ତ୍ତା ଦିଆଯାଉଛି । bbox=[8, 251, 350, 347]
solution-cell bbox=[1457, 1987, 1477, 2002]
ei-bharatare-banner bbox=[8, 186, 350, 244]
envelope-icon bbox=[1153, 336, 1199, 368]
solution-cell bbox=[1319, 1987, 1339, 2002]
solution-cell bbox=[1457, 1956, 1477, 1971]
solution-cell bbox=[1319, 1926, 1339, 1941]
saptahika-list bbox=[1145, 50, 1493, 300]
contact-box bbox=[1145, 2060, 1493, 2334]
sudoku-cell bbox=[1184, 1827, 1214, 1860]
sudoku-cell bbox=[1184, 1564, 1214, 1597]
saptahika-item: ୨୨ - ଜୁଲାଇ ୧୯୪୭ ସମ୍ବିଧାନ ସଭାରେ ଭାରତର ଜାତୀୟ ପତାକା ଗୃହୀତ ହୋଇଥିଲା । bbox=[1145, 51, 1487, 64]
sudoku-cell bbox=[1397, 1696, 1427, 1729]
solution-cell bbox=[1418, 2002, 1438, 2017]
